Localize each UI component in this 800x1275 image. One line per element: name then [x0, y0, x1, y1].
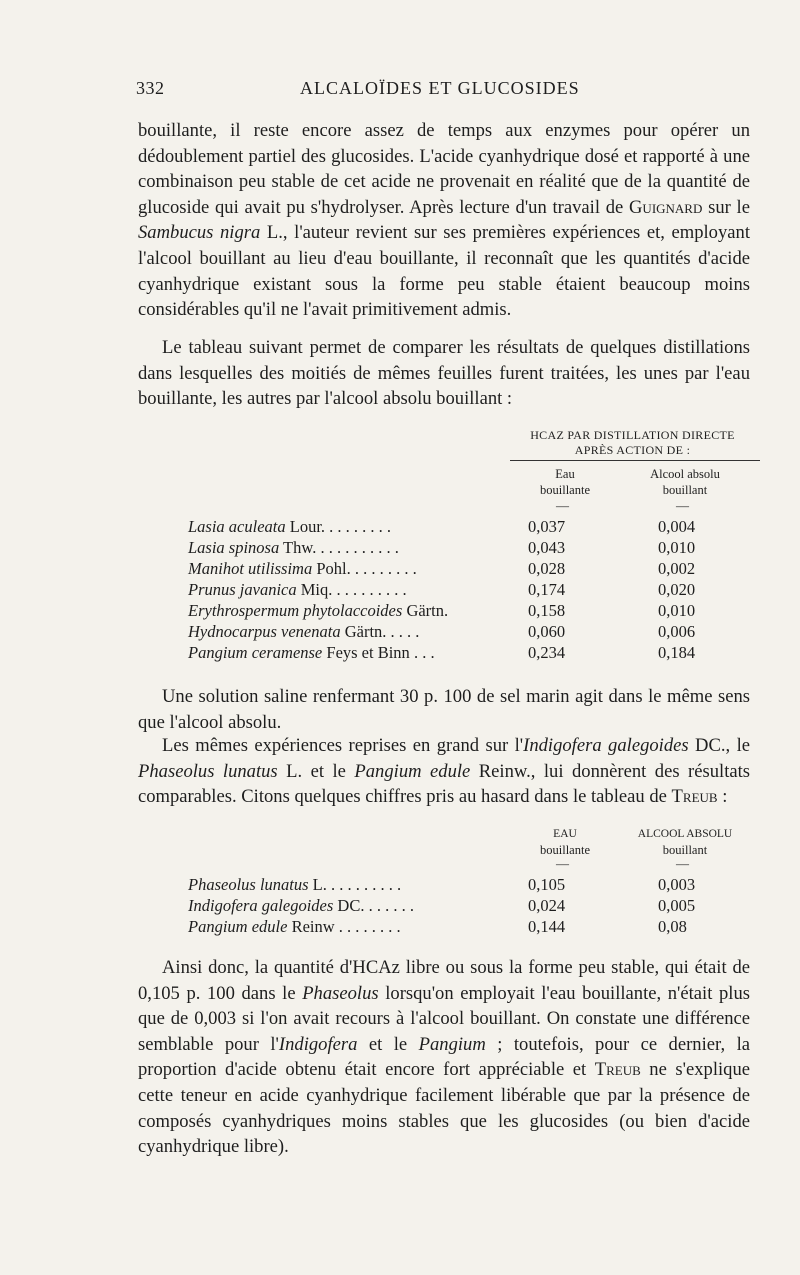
table-row: [188, 600, 748, 621]
p5-text-d: ; toutefois, pour ce dernier, la proportion d'acide obtenu était encore fort appréciable et: [138, 1033, 750, 1081]
value-alcool: 0,08: [658, 916, 687, 936]
p5-text-a: Ainsi donc, la quantité d'HCAz libre ou sous la forme peu stable, qui était de 0,105 p. 100 dans le: [138, 957, 750, 1004]
author-guignard: Guignard: [629, 196, 703, 218]
table1-col1-line1: Eau: [555, 467, 575, 481]
table1-col1-line2: bouillante: [540, 483, 590, 497]
row-species: [188, 516, 528, 537]
table-row: [188, 579, 748, 600]
row-species: [188, 874, 528, 895]
table1-title-line1: HCAZ PAR DISTILLATION DIRECTE: [530, 428, 735, 442]
species-name: Erythrospermum phytolaccoides: [188, 600, 403, 620]
leader-dots: . . .: [409, 642, 435, 662]
species-name: Pangium ceramense: [188, 642, 323, 662]
table1: [188, 516, 748, 663]
value-alcool: 0,002: [658, 558, 696, 578]
leader-dots: . . . . . . . .: [334, 916, 401, 936]
row-species: [188, 621, 528, 642]
page-number: 332: [136, 78, 165, 98]
table-row: [188, 558, 748, 579]
value-eau: 0,174: [528, 579, 566, 599]
paragraph-1: [138, 118, 750, 323]
p5-text-c: et le: [357, 1033, 419, 1055]
species-author: Pohl.: [312, 558, 351, 578]
table1-col1-head: [510, 466, 620, 498]
species-name: Indigofera galegoides: [188, 895, 334, 915]
author-treub-2: Treub: [594, 1059, 641, 1081]
value-eau: 0,060: [528, 621, 566, 641]
value-eau: 0,028: [528, 558, 566, 578]
table-row: [188, 895, 748, 916]
row-species: [188, 916, 528, 937]
species-name: Phaseolus lunatus: [188, 874, 309, 894]
table2-col1-head: [510, 826, 620, 858]
species-author: L.: [308, 874, 327, 894]
value-eau: 0,043: [528, 537, 566, 557]
leader-dots: . . . . . . . . .: [332, 579, 407, 599]
species-phaseolus: Phaseolus lunatus: [138, 760, 278, 782]
p1-text-b: sur le: [702, 196, 750, 218]
p1-text-a: bouillante, il reste encore assez de temps aux enzymes pour opérer un dédoublement partiel des glucosides. L'acide cyanhydrique dosé et rapporté à une combinaison peu stable de cet acide ne provenait en réalité que de la quantité de glucoside qui avait pu s'hydrolyser. Après lecture d'un travail de: [138, 120, 750, 218]
species-pangium-2: Pangium: [418, 1033, 486, 1055]
table2-col1-line1: EAU: [553, 828, 577, 840]
table2: [188, 874, 748, 937]
species-author: Gärtn.: [340, 621, 387, 641]
value-alcool: 0,020: [658, 579, 696, 599]
table-row: [188, 516, 748, 537]
species-name: Prunus javanica: [188, 579, 297, 599]
author-treub: Treub: [671, 786, 718, 808]
table2-col2-line2: bouillant: [662, 843, 708, 857]
value-alcool: 0,003: [658, 874, 696, 894]
species-indigofera: Indigofera galegoides: [523, 735, 689, 756]
row-species: [188, 558, 528, 579]
table-row: [188, 874, 748, 895]
species-phaseolus-2: Phaseolus: [302, 982, 379, 1004]
p4-text-e: :: [717, 786, 728, 808]
table-row: [188, 621, 748, 642]
leader-dots: . . . . . . . .: [350, 558, 417, 578]
row-species: [188, 895, 528, 916]
species-name: Manihot utilissima: [188, 558, 313, 578]
table2-col2-line1: ALCOOL ABSOLU: [637, 828, 733, 840]
table1-col2-head: [630, 466, 740, 498]
p1-text-c: L., l'auteur revient sur ses premières expériences et, employant l'alcool bouillant au lieu d'eau bouillante, il reconnaît que les quantités d'acide cyanhydrique existant sous la forme peu stable étaient beaucoup moins considérables qu'il ne l'avait primitivement admis.: [138, 222, 750, 321]
p5-text-e: ne s'explique cette teneur en acide cyanhydrique facilement libérable que par la présence de composés cyanhydriques moins stables que les glucosides (ou bien d'acide cyanhydrique libre).: [138, 1059, 750, 1158]
species-author: Miq.: [296, 579, 333, 599]
row-species: [188, 537, 528, 558]
leader-dots: . . . .: [386, 621, 420, 641]
species-sambucus: Sambucus nigra: [138, 222, 261, 244]
value-eau: 0,144: [528, 916, 566, 936]
paragraph-5: [138, 955, 750, 1160]
table2-col1-line2: bouillante: [540, 843, 590, 857]
value-alcool: 0,005: [658, 895, 696, 915]
table1-title-line2: APRÈS ACTION DE :: [574, 443, 691, 457]
p4-text-c: L. et le: [277, 760, 355, 782]
table1-rule: [510, 460, 760, 461]
row-species: [188, 642, 528, 663]
species-name: Pangium edule: [188, 916, 288, 936]
species-name: Hydnocarpus venenata: [188, 621, 341, 641]
species-pangium: Pangium edule: [354, 760, 471, 782]
paragraph-4: [138, 733, 750, 810]
row-species: [188, 579, 528, 600]
table1-col2-line2: bouillant: [662, 483, 708, 497]
table1-title: [500, 428, 765, 458]
species-author: Thw.: [279, 537, 317, 557]
species-indigofera-2: Indigofera: [278, 1033, 358, 1055]
table-row: [188, 537, 748, 558]
species-author: DC.: [333, 895, 365, 915]
p5-text-b: lorsqu'on employait l'eau bouillante, n'était plus que de 0,003 si l'on avait recours à l'alcool bouillant. On constate une différence semblable pour l': [138, 982, 750, 1055]
value-alcool: 0,184: [658, 642, 696, 662]
value-eau: 0,234: [528, 642, 566, 662]
leader-dots: . . . . . . . .: [325, 516, 392, 536]
value-alcool: 0,004: [658, 516, 696, 536]
value-alcool: 0,010: [658, 537, 696, 557]
table2-col2-head: [615, 826, 755, 858]
value-eau: 0,105: [528, 874, 566, 894]
leader-dots: . . . . . .: [364, 895, 414, 915]
running-title: ALCALOÏDES ET GLUCOSIDES: [300, 78, 580, 98]
leader-dots: . . . . . . . . .: [326, 874, 402, 894]
table1-dash-2: —: [676, 498, 689, 513]
species-author: Lour.: [285, 516, 326, 536]
p4-text-a: Les mêmes expériences reprises en grand sur l': [162, 735, 524, 756]
table2-dash-2: —: [676, 856, 689, 871]
species-author: Feys et Binn: [322, 642, 410, 662]
species-name: Lasia spinosa: [188, 537, 280, 557]
value-alcool: 0,010: [658, 600, 696, 620]
table2-dash-1: —: [556, 856, 569, 871]
species-name: Lasia aculeata: [188, 516, 286, 536]
row-species: [188, 600, 528, 621]
p4-text-d: Reinw., lui donnèrent des résultats comparables. Citons quelques chiffres pris au hasard dans le tableau de: [138, 760, 751, 808]
value-eau: 0,024: [528, 895, 566, 915]
value-eau: 0,158: [528, 600, 566, 620]
paragraph-2: Le tableau suivant permet de comparer les résultats de quelques distillations dans lesquelles des moitiés de mêmes feuilles furent traitées, les unes par l'eau bouillante, les autres par l'alcool absolu bouillant :: [138, 337, 750, 410]
species-author: Gärtn.: [402, 600, 449, 620]
value-eau: 0,037: [528, 516, 566, 536]
p4-text-b: DC., le: [688, 735, 751, 756]
species-author: Reinw: [287, 916, 335, 936]
table1-col2-line1: Alcool absolu: [650, 467, 720, 481]
table1-dash-1: —: [556, 498, 569, 513]
value-alcool: 0,006: [658, 621, 696, 641]
table-row: [188, 916, 748, 937]
leader-dots: . . . . . . . . . .: [316, 537, 399, 557]
table-row: [188, 642, 748, 663]
paragraph-3: Une solution saline renfermant 30 p. 100 de sel marin agit dans le même sens que l'alcool absolu.: [138, 686, 750, 733]
